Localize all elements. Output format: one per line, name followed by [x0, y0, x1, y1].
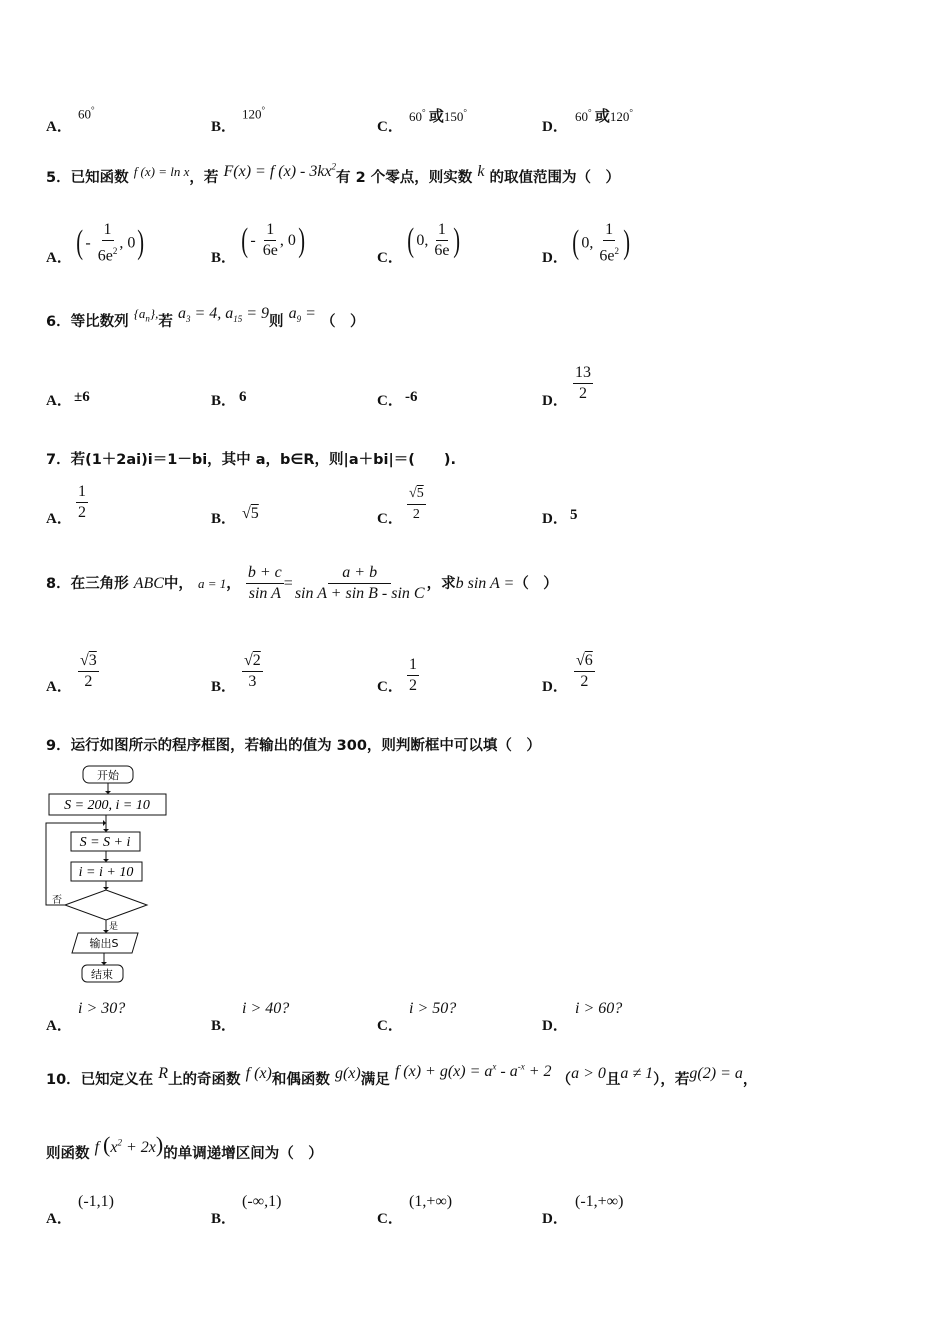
q5-option-d-label: D． — [542, 250, 568, 266]
flow-decision-diamond — [65, 890, 147, 920]
q9-option-b: i > 40? — [242, 1000, 290, 1017]
question-8: 8．在三角形 ABC中， a = 1， $\frac{b + c}{\text{sin A}}$ = $\frac{a + b}{\text{sin A + sin B - sin C}}$ ，求b sin A =（ ） — [46, 564, 558, 602]
q8-option-c: $\frac{1}{2}$ — [409, 656, 417, 694]
q7-option-c-label: C． — [377, 511, 403, 527]
q9-option-d: i > 60? — [575, 1000, 623, 1017]
q7-option-d: 5 — [570, 507, 578, 523]
question-10-line2: 则函数 f $(x^2 + 2x)$的单调递增区间为（ ） — [46, 1132, 323, 1162]
q10-option-b-label: B． — [211, 1211, 237, 1227]
flow-output-text: 输出S — [89, 937, 119, 950]
q5-option-c: ( 0, $\frac{1}{6e}$ ) — [407, 221, 461, 259]
q4-option-c-label: C． — [377, 119, 403, 135]
q9-option-c-label: C． — [377, 1018, 403, 1034]
q8-option-d: $\frac{√6}{2}$ — [576, 652, 593, 690]
q6-option-d-label: D． — [542, 393, 568, 409]
q4-option-a-label: A． — [46, 119, 72, 135]
question-10-line1: 10．已知定义在 R上的奇函数 f (x)和偶函数 g(x)满足 f $(x) + g(x) = a^x - a^{-x} + 2$ （a > 0且a ≠ 1），若g(2) = a， — [46, 1061, 758, 1088]
q9-option-c: i > 50? — [409, 1000, 457, 1017]
q8-option-b-label: B． — [211, 679, 237, 695]
q5-option-b-label: B． — [211, 250, 237, 266]
q4-option-b: 120° — [242, 105, 266, 122]
q5-F-def: F(x) = f $(x) - 3kx^2$ — [223, 161, 337, 180]
q6-cond: $a_3 = 4$, $a_{15} = 9$ — [177, 305, 270, 325]
q7-option-b: √5 — [242, 505, 259, 522]
q5-option-a: ( - $\frac{1}{6e^2}$ , 0) — [76, 221, 145, 265]
q10-equation: f $(x) + g(x) = a^x - a^{-x} + 2$ — [394, 1061, 552, 1080]
q8-option-c-label: C． — [377, 679, 403, 695]
q10-option-a-label: A． — [46, 1211, 72, 1227]
q5-f-def: f (x) = ln x — [133, 164, 190, 179]
q8-option-d-label: D． — [542, 679, 568, 695]
q7-option-b-label: B． — [211, 511, 237, 527]
q8-option-b: $\frac{√2}{3}$ — [244, 652, 261, 690]
q6-option-b: 6 — [239, 389, 247, 405]
q8-option-a: $\frac{√3}{2}$ — [80, 652, 97, 690]
q4-option-d: 60° 或120° — [575, 107, 633, 125]
flow-yes-label: 是 — [109, 922, 119, 932]
q6-seq: {an}, — [133, 306, 159, 324]
q10-option-b: (-∞,1) — [242, 1193, 282, 1210]
question-5: 5．已知函数 $^{f (x) = ln x}$，若 F(x) = f $(x) - 3kx^2$有 2 个零点，则实数 k 的取值范围为（ ） — [46, 161, 621, 186]
flow-end-text: 结束 — [91, 968, 113, 981]
flow-start-text: 开始 — [97, 769, 119, 782]
flow-no-label: 否 — [52, 895, 62, 906]
q8-lhs: $\frac{b + c}{\text{sin A}}$ — [247, 564, 282, 602]
q10-option-c: (1,+∞) — [409, 1193, 453, 1210]
q9-option-a-label: A． — [46, 1018, 72, 1034]
question-9: 9．运行如图所示的程序框图，若输出的值为 300，则判断框中可以填（ ） — [46, 738, 541, 754]
q7-option-a: $\frac{1}{2}$ — [78, 483, 86, 521]
flow-step1-text: S = S + i — [79, 835, 131, 850]
flow-init-text: S = 200, i = 10 — [64, 798, 150, 813]
q7-option-a-label: A． — [46, 511, 72, 527]
question-7: 7．若(1＋2ai)i＝1－bi，其中 a，b∈R，则|a＋bi|＝( ). — [46, 452, 457, 468]
q5-option-c-label: C． — [377, 250, 403, 266]
q6-option-d: $\frac{13}{2}$ — [575, 364, 591, 402]
q10-option-a: (-1,1) — [78, 1193, 114, 1210]
q9-option-b-label: B． — [211, 1018, 237, 1034]
q10-option-d: (-1,+∞) — [575, 1193, 624, 1210]
question-6: 6．等比数列 $^{\{a_n\},}$若 $a_3 = 4$, $a_{15} = 9$则 $a_9$ = （ ） — [46, 305, 365, 330]
q4-option-b-label: B． — [211, 119, 237, 135]
q7-option-d-label: D． — [542, 511, 568, 527]
q8-rhs: $\frac{a + b}{\text{sin A + sin B - sin C}}$ — [294, 564, 425, 602]
q6-option-c: -6 — [405, 389, 418, 405]
q9-option-a: i > 30? — [78, 1000, 126, 1017]
q4-option-d-label: D． — [542, 119, 568, 135]
q5-option-a-label: A． — [46, 250, 72, 266]
flowchart — [40, 762, 175, 987]
flow-step2-text: i = i + 10 — [78, 865, 134, 880]
q5-option-d: ( 0, $\frac{1}{6e^2}$ ) — [572, 221, 630, 265]
q10-composite: f $(x^2 + 2x)$ — [94, 1132, 164, 1157]
q10-option-c-label: C． — [377, 1211, 403, 1227]
q6-option-a-label: A． — [46, 393, 72, 409]
q6-option-b-label: B． — [211, 393, 237, 409]
q6-option-c-label: C． — [377, 393, 403, 409]
q8-option-a-label: A． — [46, 679, 72, 695]
q5-option-b: ( - $\frac{1}{6e}$ , 0) — [241, 221, 305, 259]
q4-option-c: 60° 或150° — [409, 107, 467, 125]
q10-option-d-label: D． — [542, 1211, 568, 1227]
q7-option-c: $\frac{√5}{2}$ — [409, 486, 424, 522]
q6-ask: $a_9$ = — [288, 305, 316, 325]
q4-option-a: 60° — [78, 105, 95, 122]
q6-option-a: ±6 — [74, 389, 90, 405]
q9-option-d-label: D． — [542, 1018, 568, 1034]
